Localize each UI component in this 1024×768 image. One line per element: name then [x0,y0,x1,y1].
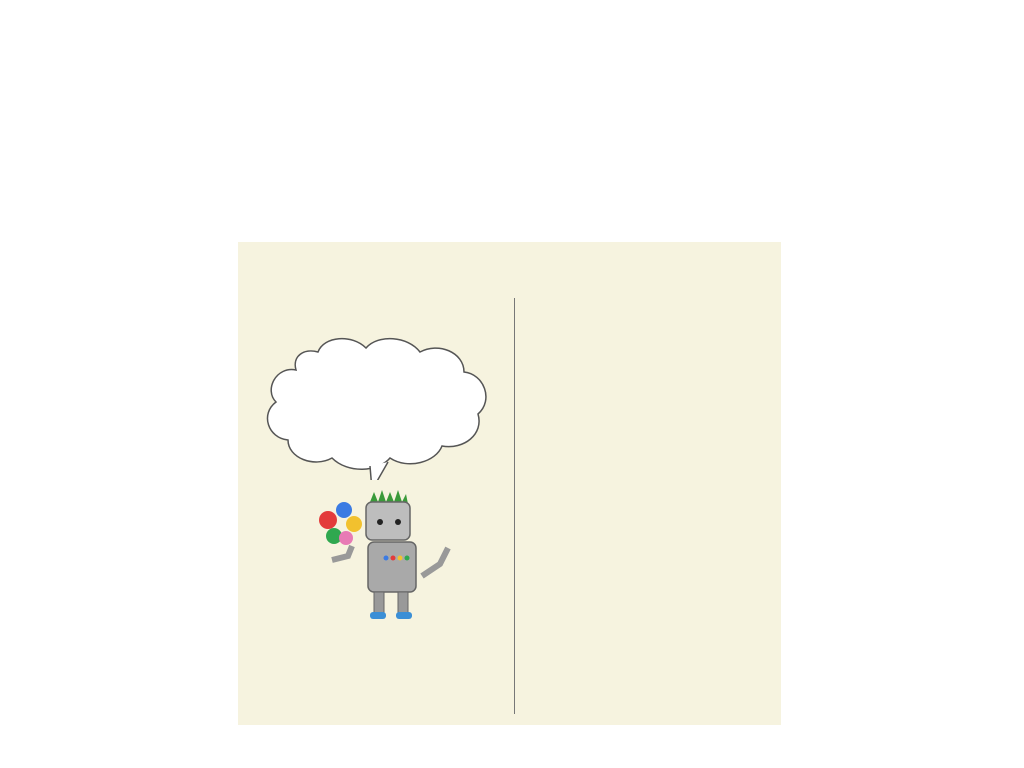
seo-guide-figure [238,242,781,725]
googlebot-robot-image [312,490,462,630]
toc-timeline [514,298,515,714]
decor-bar-wide [920,32,992,210]
decor-bar-thin [903,32,913,210]
speech-bubble [258,330,494,480]
